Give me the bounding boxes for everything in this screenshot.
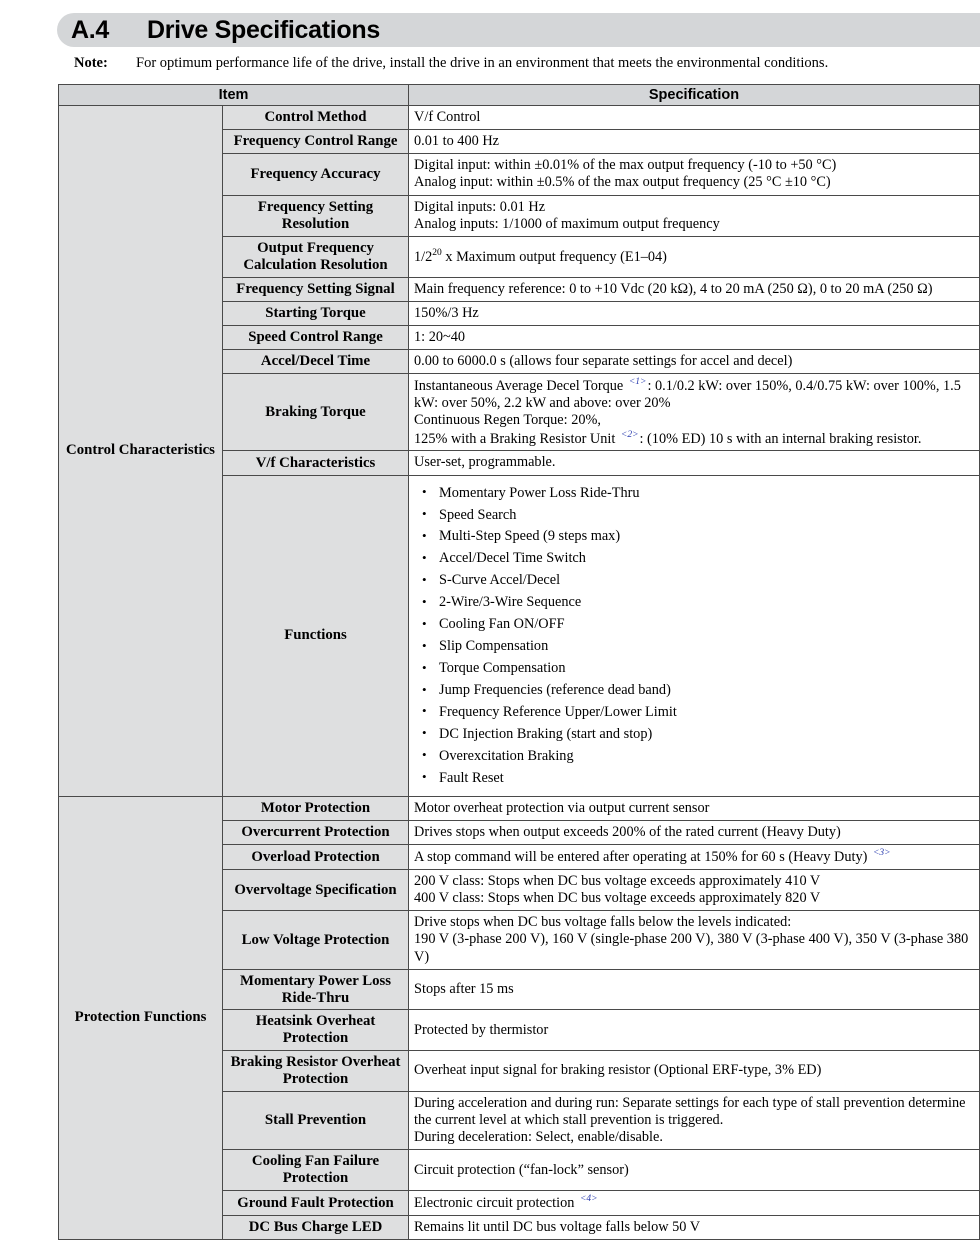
table-row (59, 796, 980, 820)
specification-value (409, 301, 980, 325)
specification-value: $1/2^{20}$ x Maximum output frequency (E1–04) (409, 236, 980, 277)
item-label: Overcurrent Protection (223, 820, 409, 844)
item-label: Starting Torque (223, 301, 409, 325)
specification-value (409, 1216, 980, 1240)
specification-value (409, 820, 980, 844)
specification-line: Overheat input signal for braking resistor (Optional ERF-type, 3% ED) (414, 1062, 822, 1079)
table-header-row (59, 85, 980, 106)
list-item: • Torque Compensation (418, 658, 973, 680)
specification-line: Motor overheat protection via output current sensor (414, 799, 710, 816)
specification-value (409, 911, 980, 969)
item-label: Accel/Decel Time (223, 350, 409, 374)
specification-line: During deceleration: Select, enable/disable. (414, 1129, 663, 1146)
item-label: Frequency Control Range (223, 130, 409, 154)
specification-line: Drives stops when output exceeds 200% of the rated current (Heavy Duty) (414, 823, 841, 840)
list-item: • Jump Frequencies (reference dead band) (418, 680, 973, 702)
specification-value: A stop command will be entered after operating at 150% for 60 s (Heavy Duty) $^{<3>}$ (409, 845, 980, 870)
functions-list (414, 483, 973, 790)
specification-value: Electronic circuit protection $^{<4>}$ (409, 1191, 980, 1216)
specification-value (409, 130, 980, 154)
item-label: DC Bus Charge LED (223, 1216, 409, 1240)
list-item: • S-Curve Accel/Decel (418, 570, 973, 592)
list-item: • Momentary Power Loss Ride-Thru (418, 483, 973, 505)
specification-line: During acceleration and during run: Separate settings for each type of stall prevention determine the current level at which stall prevention is triggered. (414, 1094, 966, 1129)
item-label: Low Voltage Protection (223, 911, 409, 969)
specification-value (409, 1150, 980, 1191)
specification-value (409, 869, 980, 910)
item-label: Stall Prevention (223, 1091, 409, 1149)
specification-line: Remains lit until DC bus voltage falls below 50 V (414, 1219, 701, 1235)
item-label: Ground Fault Protection (223, 1191, 409, 1216)
section-number: A.4 (71, 15, 110, 44)
item-label: Speed Control Range (223, 325, 409, 349)
list-item: • Overexcitation Braking (418, 746, 973, 768)
list-item: • Accel/Decel Time Switch (418, 548, 973, 570)
list-item: • Multi-Step Speed (9 steps max) (418, 526, 973, 548)
table-body (59, 106, 980, 1240)
item-label: Frequency Setting Signal (223, 277, 409, 301)
item-label: Heatsink Overheat Protection (223, 1010, 409, 1051)
specification-value (409, 277, 980, 301)
list-item: • 2-Wire/3-Wire Sequence (418, 592, 973, 614)
specification-line: Analog input: within ±0.5% of the max output frequency (25 °C ±10 °C) (414, 174, 831, 191)
item-label: V/f Characteristics (223, 451, 409, 475)
row-group-label: Protection Functions (59, 796, 223, 1239)
specification-value (409, 350, 980, 374)
list-item: • DC Injection Braking (start and stop) (418, 724, 973, 746)
item-label: Frequency Setting Resolution (223, 195, 409, 236)
specification-line: V/f Control (414, 109, 481, 125)
item-label: Functions (223, 475, 409, 796)
specification-value (409, 1010, 980, 1051)
specification-line: 190 V (3-phase 200 V), 160 V (single-phase 200 V), 380 V (3-phase 400 V), 350 V (3-phase 380 V) (414, 931, 969, 965)
drive-specifications-table (58, 84, 980, 1240)
specification-line: 400 V class: Stops when DC bus voltage exceeds approximately 820 V (414, 890, 821, 907)
list-item: • Fault Reset (418, 768, 973, 790)
item-label: Overload Protection (223, 845, 409, 870)
table-header (59, 85, 980, 106)
item-label: Output Frequency Calculation Resolution (223, 236, 409, 277)
specification-value (409, 325, 980, 349)
column-header-item: Item (59, 85, 409, 106)
note (57, 55, 980, 72)
item-label: Cooling Fan Failure Protection (223, 1150, 409, 1191)
list-item: • Slip Compensation (418, 636, 973, 658)
specification-value (409, 1091, 980, 1149)
specification-line: Analog inputs: 1/1000 of maximum output frequency (414, 215, 720, 232)
specification-value (409, 451, 980, 475)
specification-line: Protected by thermistor (414, 1021, 549, 1038)
page-title (57, 13, 980, 47)
list-item: • Speed Search (418, 505, 973, 527)
item-label: Control Method (223, 106, 409, 130)
specification-value (409, 154, 980, 195)
specification-value: Instantaneous Average Decel Torque $^{<1>}$: 0.1/0.2 kW: over 150%, 0.4/0.75 kW: over 100%, 1.5 kW: over 50%, 2.2 kW and above: over 20% Continuous Regen Torque: 20%, 125% with a Braking Resistor Unit $^{<2>}$: (10% ED) 10 s with an internal braking resistor. (409, 374, 980, 451)
specification-value (409, 195, 980, 236)
specification-line: Stops after 15 ms (414, 981, 514, 998)
specification-value (409, 796, 980, 820)
specification-line: 1: 20~40 (414, 328, 466, 345)
item-label: Braking Resistor Overheat Protection (223, 1051, 409, 1092)
note-text: For optimum performance life of the drive, install the drive in an environment that meets the environmental conditions. (136, 55, 829, 71)
row-group-label: Control Characteristics (59, 106, 223, 797)
specification-line: 0.01 to 400 Hz (414, 133, 499, 150)
item-label: Frequency Accuracy (223, 154, 409, 195)
specification-value (409, 969, 980, 1010)
specification-line: Digital inputs: 0.01 Hz (414, 198, 546, 215)
list-item: • Frequency Reference Upper/Lower Limit (418, 702, 973, 724)
specification-value (409, 1051, 980, 1092)
specification-line: Main frequency reference: 0 to +10 Vdc (20 kΩ), 4 to 20 mA (250 Ω), 0 to 20 mA (250 Ω) (414, 280, 933, 297)
specification-line: Digital input: within ±0.01% of the max output frequency (-10 to +50 °C) (414, 157, 837, 174)
note-label: Note: (74, 55, 108, 71)
specification-line: Drive stops when DC bus voltage falls below the levels indicated: (414, 914, 792, 931)
specification-line: User-set, programmable. (414, 454, 556, 471)
list-item: • Cooling Fan ON/OFF (418, 614, 973, 636)
item-label: Motor Protection (223, 796, 409, 820)
column-header-specification: Specification (409, 85, 980, 106)
specification-value (409, 106, 980, 130)
specification-line: 0.00 to 6000.0 s (allows four separate settings for accel and decel) (414, 353, 793, 370)
specification-value (409, 475, 980, 796)
item-label: Braking Torque (223, 374, 409, 451)
item-label: Overvoltage Specification (223, 869, 409, 910)
specification-line: 200 V class: Stops when DC bus voltage exceeds approximately 410 V (414, 872, 821, 889)
section-title-text: Drive Specifications (147, 15, 380, 44)
item-label: Momentary Power Loss Ride-Thru (223, 969, 409, 1010)
specification-line: Circuit protection (“fan-lock” sensor) (414, 1161, 629, 1178)
table-row (59, 106, 980, 130)
specification-line: 150%/3 Hz (414, 304, 479, 321)
